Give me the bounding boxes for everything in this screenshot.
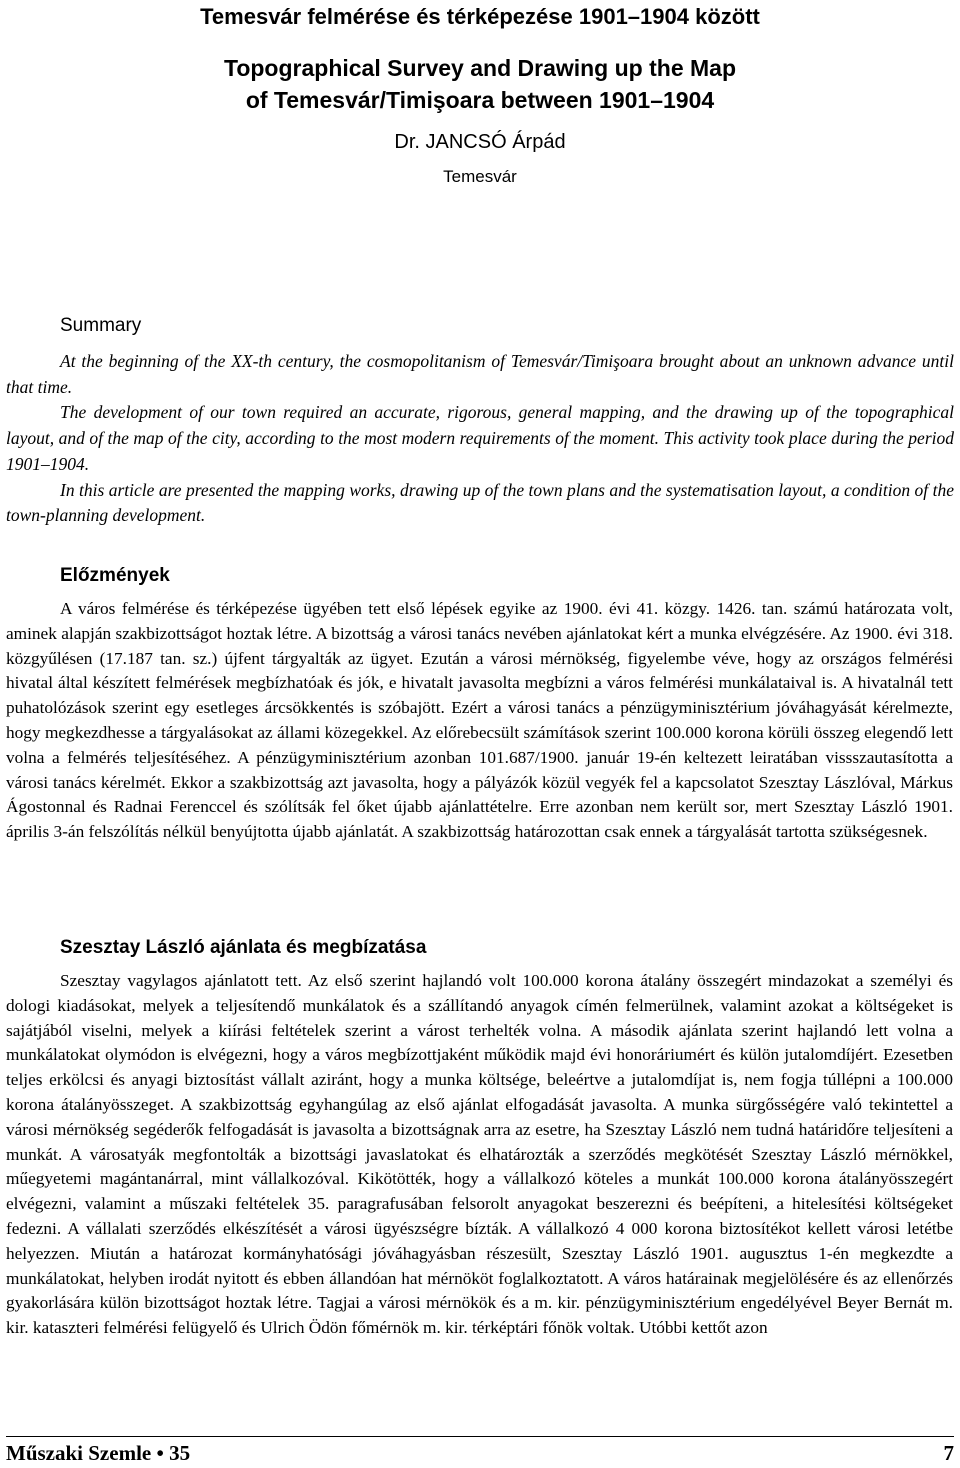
section-body-szesztay	[6, 969, 953, 1341]
title-english-line-2: of Temesvár/Timişoara between 1901–1904	[245, 87, 715, 113]
section-paragraph: A város felmérése és térképezése ügyében tett első lépések egyike az 1900. évi 41. közgy. 1426. tan. számú határozata volt, aminek alapján szakbizottságot hoztak létre. A bizottság a városi tanács nevében ajánlatokat kért a munka elvégzésére. Az 1900. évi 318. közgyűlésen (17.187 tan. sz.) újfent tárgyalták az ügyet. Ezután a városi mérnökség, figyelembe véve, hogy az országos felmérési hivatal által készített felmérések megbízhatóak és jók, e hivatalt javasolta megbízni a város felmérési munkálataival is. A hivatalnál tett puhatolózások szerint egy esetleges árcsökkentés is szóbajött. Ezért a városi tanács a pénzügyminisztérium jóváhagyását kérelmezte, hogy megkezdhesse a tárgyalásokat az állami közegekkel. Az előrebecsült számítások szerint 100.000 korona körüli összeg elegendő lett volna a felmérés teljesítéséhez. A pénzügyminisztérium azonban 101.687/1900. január 19-én keltezett leiratában vissszautasította a városi tanács kérelmét. Ekkor a szakbizottság azt javasolta, hogy a pályázók közül vegyék fel a kapcsolatot Szesztay Lászlóval, Márkus Ágostonnal és Radnai Ferenccel és szólítsák fel őket újabb ajánlattételre. Erre azonban nem került sor, mert Szesztay László 1901. április 3-án felszólítás nélkül benyújtotta újabb ajánlatát. A szakbizottság határozottan csak ennek a tárgyalását tartotta szükségesnek.	[6, 599, 953, 842]
section-heading-elozmenyek: Előzmények	[60, 565, 170, 586]
footer-rule	[6, 1436, 954, 1437]
page-number: 7	[943, 1441, 954, 1465]
bullet-icon: •	[156, 1441, 164, 1465]
summary-paragraph-3: In this article are presented the mapping works, drawing up of the town plans and the systematisation layout, a condition of the town-planning development.	[6, 479, 954, 526]
title-english-line-1: Topographical Survey and Drawing up the Map	[223, 55, 737, 81]
section-paragraph: Szesztay vagylagos ajánlatott tett. Az első szerint hajlandó volt 100.000 korona átalány összegért mindazokat a személyi és dologi kiadásokat, melyek a teljesítendő munkálatok és a szállítandó anyagok címén felmerülnek, valamint azokat a költségeket is sajátjából viselni, melyek a kiírási feltételek szerint a várost terhelték volna. A második ajánlata szerint hajlandó lett volna a munkálatokat olymódon is elvégezni, hogy a város megbízottjaként működik majd évi honoráriumért és külön jutalomdíjért. Ezesetben teljes erkölcsi és anyagi biztosítást vállalt aziránt, hogy a munka költsége, beleértve a jutalomdíjat is, nem fogja túllépni a 100.000 korona átalányösszeget. A szakbizottság egyhangúlag az első ajánlat elfogadását javasolta. A munka sürgősségére való tekintettel a városi mérnökség segéderők felfogadását is javasolta a bizottságnak arra az esetre, ha Szesztay László nem tudná határidőre teljesíteni a munkát. A városatyák megfontolták a bizottsági javaslatokat és elhatározták a szerződés megkötését Szesztay László mérnökkel, műegyetemi magántanárral, mint vállalkozóval. Kikötötték, hogy a vállalkozó köteles a munkát 100.000 korona átalányösszegért elvégezni, valamint a műszaki feltételek 35. paragrafusában felsorolt anyagokat beszerezni és beépíteni, a hitelesítési költségeket fedezni. A vállalati szerződés elkészítését a városi ügyészségre bízták. A vállalkozó 4 000 korona biztosítékot kellett városi letétbe helyezzen. Miután a határozat kormányhatósági jóváhagyásban részesült, Szesztay László 1901. augusztus 1-én megkezdte a munkálatokat, helyben irodát nyitott és ebben állandóan hat mérnököt foglalkoztatott. A város határainak megjelölésére és az ellenőrzés gyakorlására külön bizottságot hoztak létre. Tagjai a városi mérnökök és a m. kir. pénzügyminisztérium engedélyével Beyer Bernát m. kir. kataszteri felmérési felügyelő és Ulrich Ödön főmérnök m. kir. térképtári főnök voltak. Utóbbi kettőt azon	[6, 971, 953, 1338]
summary-paragraph-2: The development of our town required an accurate, rigorous, general mapping, and the drawing up of the topographical layout, and of the map of the city, according to the most modern requirements of the moment. This activity took place during the period 1901–1904.	[6, 402, 954, 474]
summary-heading: Summary	[60, 315, 142, 336]
section-body-elozmenyek	[6, 597, 953, 845]
title-hungarian: Temesvár felmérése és térképezése 1901–1904 között	[200, 4, 760, 29]
footer-journal	[6, 1441, 190, 1466]
title-english	[0, 52, 960, 116]
summary-body	[6, 349, 954, 529]
affiliation: Temesvár	[443, 167, 517, 186]
author: Dr. JANCSÓ Árpád	[394, 131, 566, 153]
section-heading-szesztay: Szesztay László ajánlata és megbízatása	[60, 937, 427, 958]
summary-paragraph-1: At the beginning of the XX-th century, the cosmopolitanism of Temesvár/Timişoara brought about an unknown advance until that time.	[6, 351, 954, 397]
issue-number: 35	[169, 1441, 191, 1465]
journal-name: Műszaki Szemle	[6, 1441, 152, 1465]
